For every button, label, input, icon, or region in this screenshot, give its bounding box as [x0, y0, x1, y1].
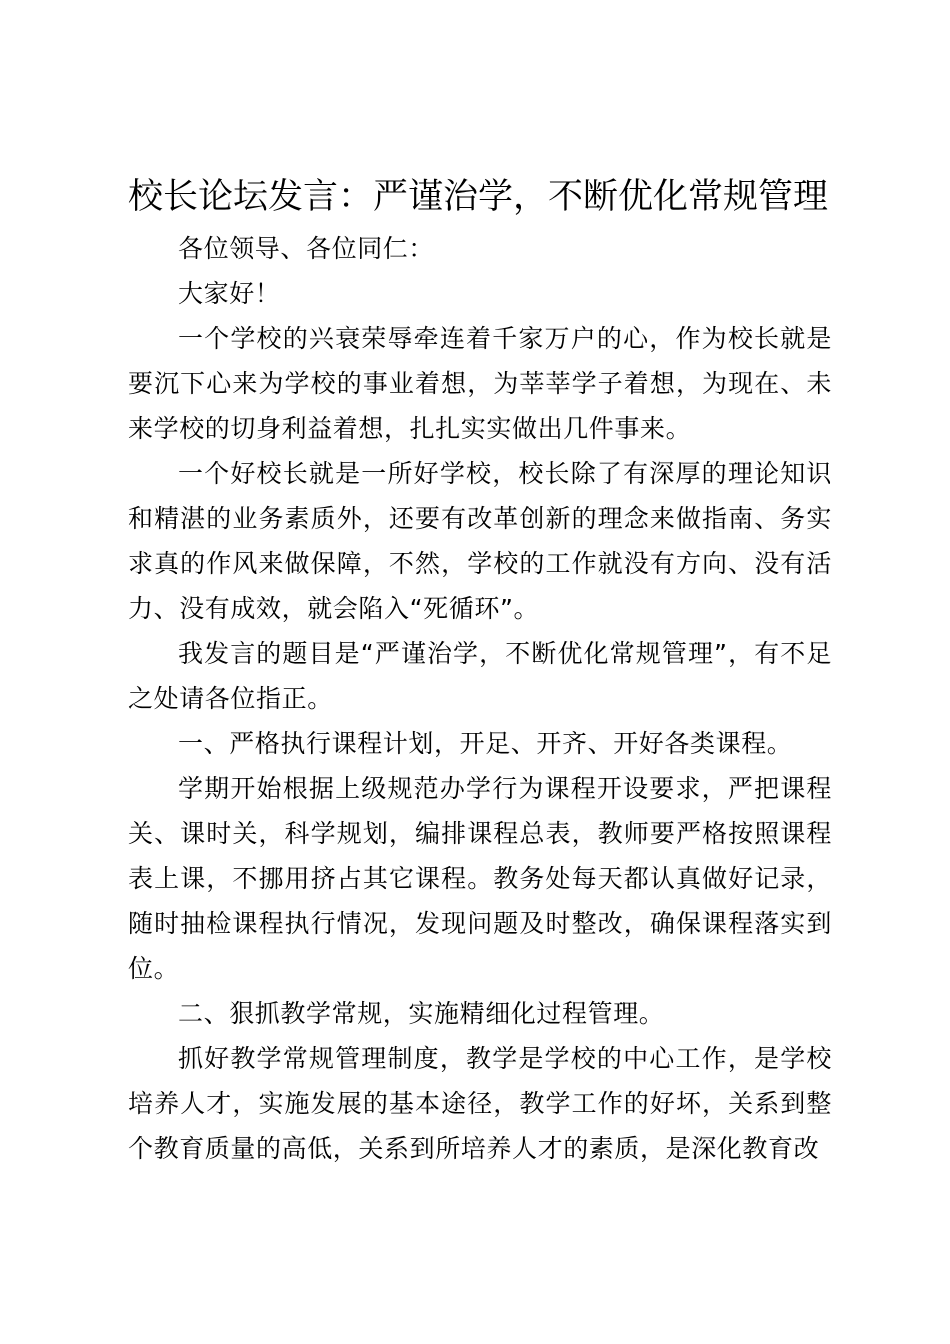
document-page [128, 172, 832, 1171]
paragraph-4: 学期开始根据上级规范办学行为课程开设要求，严把课程关、课时关，科学规划，编排课程总表，教师要严格按照课程表上课，不挪用挤占其它课程。教务处每天都认真做好记录，随时抽检课程执行情况，发现问题及时整改，确保课程落实到位。 [128, 774, 832, 983]
paragraph-3: 我发言的题目是“严谨治学，不断优化常规管理”，有不足之处请各位指正。 [128, 639, 832, 713]
hello-line: 大家好！ [178, 279, 281, 308]
paragraph-1: 一个学校的兴衰荣辱牵连着千家万户的心，作为校长就是要沉下心来为学校的事业着想，为莘莘学子着想，为现在、未来学校的切身利益着想，扎扎实实做出几件事来。 [128, 324, 832, 443]
paragraph-5: 抓好教学常规管理制度，教学是学校的中心工作，是学校培养人才，实施发展的基本途径，教学工作的好坏，关系到整个教育质量的高低，关系到所培养人才的素质，是深化教育改 [128, 1044, 832, 1163]
paragraph-2: 一个好校长就是一所好学校，校长除了有深厚的理论知识和精湛的业务素质外，还要有改革创新的理念来做指南、务实求真的作风来做保障，不然，学校的工作就没有方向、没有活力、没有成效，就会陷入“死循环”。 [128, 459, 832, 623]
document-title: 校长论坛发言：严谨治学，不断优化常规管理 [128, 177, 829, 217]
section-heading-2: 二、狠抓教学常规，实施精细化过程管理。 [178, 999, 665, 1028]
section-heading-1: 一、严格执行课程计划，开足、开齐、开好各类课程。 [178, 729, 793, 758]
greeting-line: 各位领导、各位同仁： [178, 234, 435, 263]
